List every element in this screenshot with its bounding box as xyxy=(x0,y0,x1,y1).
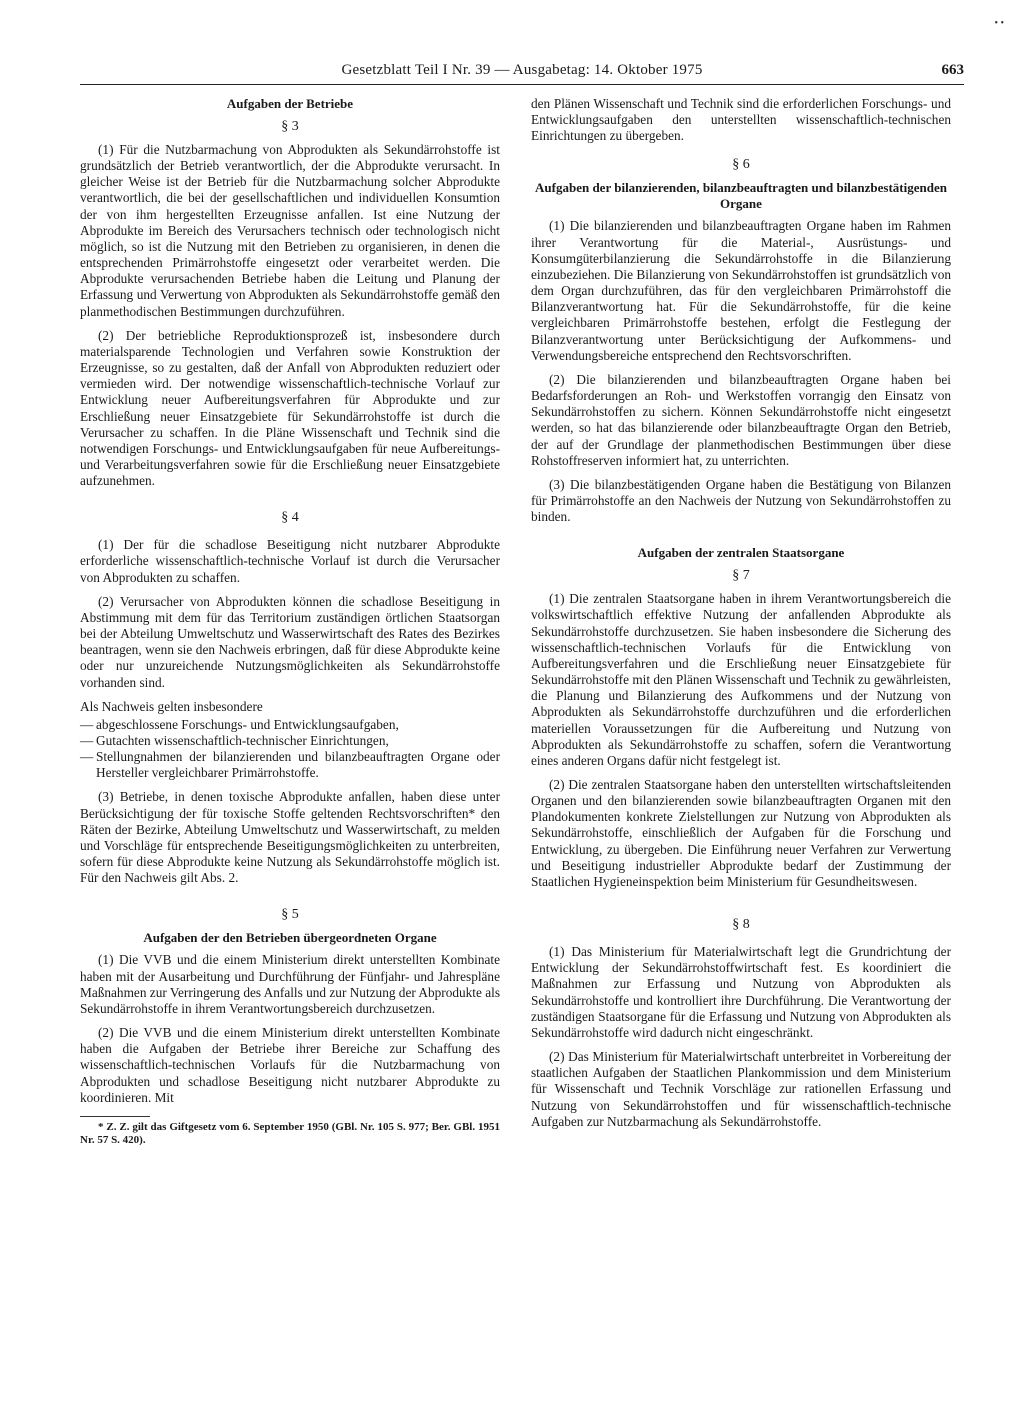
left-column xyxy=(80,96,500,1155)
page-number: 663 xyxy=(941,62,964,78)
section-4-paragraph-2: (2) Verursacher von Abprodukten können die schadlose Beseitigung in Abstimmung mit dem für das Territorium zuständigen örtlichen Staatsorgan bei der Abteilung Umweltschutz und Wasserwirtschaft des Rates des Bezirkes beantragen, wenn sie den Nachweis erbringen, daß für diese Abprodukte keine oder nur unzureichende Nutzungsmöglichkeiten als Sekundärrohstoffe vorhanden sind. xyxy=(80,593,500,690)
right-column xyxy=(531,96,951,1138)
footnote-rule xyxy=(80,1116,150,1117)
dash-bullet: — xyxy=(80,716,94,732)
list-item: — abgeschlossene Forschungs- und Entwicklungsaufgaben, xyxy=(80,716,399,732)
section-6-paragraph-1: (1) Die bilanzierenden und bilanzbeauftragten Organe haben im Rahmen ihrer Verantwortung für die Material-, Ausrüstungs- und Konsumgüterbilanzierung die Sekundärrohstoffe in die Bilanzierung einzubeziehen. Die Bilanzierung von Sekundärrohstoffen ist grundsätzlich von dem Organ durchzuführen, das für den vergleichbaren Primärrohstoff die Bilanzverantwortung hat. Für die Sekundärrohstoffe, für die keine vergleichbaren Primärrohstoffe bestehen, erfolgt die Festlegung der Bilanzverantwortung unter Berücksichtigung der Aufkommens- und Verwendungsbereiche entsprechend den Rechtsvorschriften. xyxy=(531,218,951,363)
section-3-paragraph-1: (1) Für die Nutzbarmachung von Abprodukten als Sekundärrohstoffe ist grundsätzlich der Betrieb verantwortlich, der die Abprodukte verursacht. In gleicher Weise ist der Betrieb für die Nutzbarmachung solcher Abprodukte verantwortlich, die bei der gesellschaftlichen und individuellen Konsumtion der von ihm hergestellten Erzeugnisse anfallen. Ist eine Nutzung der Abprodukte im Bereich des Verursachers technisch oder technologisch nicht möglich, so ist die Nutzung mit den Betrieben zu organisieren, in denen die entsprechenden Primärrohstoffe eingesetzt oder verarbeitet werden. Die Abprodukte verursachenden Betriebe haben die Leitung und Planung der Erfassung und Verwertung von Abprodukten als Sekundärrohstoffe gemäß den planmethodischen Bestimmungen durchzuführen. xyxy=(80,142,500,319)
section-6-paragraph-2: (2) Die bilanzierenden und bilanzbeauftragten Organe haben bei Bedarfsforderungen an Roh- und Werkstoffen vorrangig den Einsatz von Sekundärrohstoffen zu sichern. Können Sekundärrohstoffe nicht eingesetzt werden, so hat das bilanzierende oder bilanzbeauftragte Organ den Betrieb, der auf der Grundlage der planmethodischen Bestimmungen über diese Rohstoffreserven informiert hat, zu unterrichten. xyxy=(531,371,951,468)
section-7-paragraph-2: (2) Die zentralen Staatsorgane haben den unterstellten wirtschaftsleitenden Organen und den bilanzierenden sowie bilanzbeauftragten Organen mit den Plandokumenten konkrete Zielstellungen zur Nutzung von Abprodukten als Sekundärrohstoffe, einschließlich der Aufgaben für die Forschung und Entwicklung, zu übergeben. Die Einführung neuer Verfahren zur Verwertung und Beseitigung industrieller Abprodukte bedarf der Zustimmung der Staatlichen Hygieneinspektion beim Ministerium für Gesundheitswesen. xyxy=(531,777,951,889)
section-4-title: § 4 xyxy=(281,510,299,526)
section-5-paragraph-1: (1) Die VVB und die einem Ministerium direkt unterstellten Kombinate haben mit der Ausarbeitung und Durchführung der Fünfjahr- und Jahrespläne Maßnahmen zur Verringerung des Anfalls und zur Nutzung der Abprodukte als Sekundärrohstoffe in ihrem Verantwortungsbereich durchzusetzen. xyxy=(80,952,500,1016)
section-6-title: § 6 xyxy=(732,157,750,173)
dash-bullet: — xyxy=(80,749,94,765)
list-item: — Stellungnahmen der bilanzierenden und bilanzbeauftragten Organe oder Hersteller vergleichbarer Primärrohstoffe. xyxy=(80,749,500,781)
section-5-continuation: den Plänen Wissenschaft und Technik sind die erforderlichen Forschungs- und Entwicklungsaufgaben den unterstellten wissenschaftlich-technischen Einrichtungen zu übergeben. xyxy=(531,96,951,144)
heading-bilanz-organe: Aufgaben der bilanzierenden, bilanzbeauftragten und bilanzbestätigenden Organe xyxy=(535,180,947,212)
footnote: * Z. Z. gilt das Giftgesetz vom 6. September 1950 (GBl. Nr. 105 S. 977; Ber. GBl. 1951 Nr. 57 S. 420). xyxy=(80,1120,500,1146)
heading-zentrale-staatsorgane: Aufgaben der zentralen Staatsorgane xyxy=(637,545,845,561)
section-7-title: § 7 xyxy=(732,568,750,584)
section-5-paragraph-2: (2) Die VVB und die einem Ministerium direkt unterstellten Kombinate haben die Aufgaben der Betriebe ihrer Bereiche zur Schaffung des wissenschaftlich-technischen Vorlaufs für die Nutzbarmachung von Abprodukten und schadlose Beseitigung nicht nutzbarer Abprodukte zu koordinieren. Mit xyxy=(80,1025,500,1105)
heading-uebergeordnete-organe: Aufgaben der den Betrieben übergeordneten Organe xyxy=(143,930,437,946)
scan-specks: • • xyxy=(994,18,1004,29)
section-3-title: § 3 xyxy=(281,119,299,134)
section-8-paragraph-1: (1) Das Ministerium für Materialwirtschaft legt die Grundrichtung der Entwicklung der Sekundärrohstoffwirtschaft fest. Es koordiniert die Maßnahmen zur Erfassung und Nutzung von Abprodukten als Sekundärrohstoffe und kontrolliert ihre Durchführung. Die Verantwortung der zuständigen Staatsorgane für die Erfassung und Nutzung von Abprodukten als Sekundärrohstoffe wird dadurch nicht eingeschränkt. xyxy=(531,944,951,1040)
section-4-paragraph-1: (1) Der für die schadlose Beseitigung nicht nutzbarer Abprodukte erforderliche wissenschaftlich-technische Vorlauf ist durch die Verursacher von Abprodukten zu schaffen. xyxy=(80,537,500,585)
section-3-paragraph-2: (2) Der betriebliche Reproduktionsprozeß ist, insbesondere durch materialsparende Technologien und Verfahren sowie Konstruktion der Erzeugnisse, so zu gestalten, daß der Anfall von Abprodukten reduziert oder vermieden wird. Der notwendige wissenschaftlich-technische Vorlauf zur Entwicklung neuer Aufbereitungsverfahren für Abprodukte und zur Erschließung neuer Einsatzgebiete für Sekundärrohstoffe ist durch die Verursacher zu schaffen. In die Pläne Wissenschaft und Technik sind die notwendigen Forschungs- und Entwicklungsaufgaben für neue Aufbereitungs- und Verarbeitungsverfahren sowie für die Erschließung neuer Einsatzgebiete aufzunehmen. xyxy=(80,327,500,489)
page-header xyxy=(80,62,964,85)
header-title: Gesetzblatt Teil I Nr. 39 — Ausgabetag: 14. Oktober 1975 xyxy=(341,62,703,78)
dash-bullet: — xyxy=(80,733,94,748)
section-4-nachweis-intro: Als Nachweis gelten insbesondere xyxy=(80,698,263,714)
section-8-paragraph-2: (2) Das Ministerium für Materialwirtschaft unterbreitet in Vorbereitung der staatlichen Aufgaben der Staatlichen Plankommission und dem Ministerium für Wissenschaft und Technik Vorschläge zur rationellen Erfassung und Nutzung von Sekundärrohstoffen und für wissenschaftlich-technische Aufgaben zur Nutzbarmachung als Sekundärrohstoffe. xyxy=(531,1049,951,1129)
section-7-paragraph-1: (1) Die zentralen Staatsorgane haben in ihrem Verantwortungsbereich die volkswirtschaftlich effektive Nutzung der anfallenden Abprodukte als Sekundärrohstoffe durchzusetzen. Sie haben insbesondere die Sicherung des wissenschaftlich-technischen Vorlaufs für die Entwicklung von Aufbereitungsverfahren und die Erschließung neuer Einsatzgebiete für Sekundärrohstoffe mit den Plänen Wissenschaft und Technik zu gewährleisten, die Planung und Bilanzierung des Aufkommens und der Nutzung von Abprodukten als Sekundärrohstoffe durchzuführen und die erforderlichen materiellen Voraussetzungen für die Aufbereitung und Nutzung von Abprodukten als Sekundärrohstoffe zu schaffen, sofern die Verantwortung eines anderen Organs dafür nicht festgelegt ist. xyxy=(531,591,951,768)
section-4-paragraph-3: (3) Betriebe, in denen toxische Abprodukte anfallen, haben diese unter Berücksichtigung der für toxische Stoffe geltenden Rechtsvorschriften* den Räten der Bezirke, Abteilung Umweltschutz und Wasserwirtschaft, zu melden und Vorschläge für entsprechende Beseitigungsmöglichkeiten zu unterbreiten, sofern für diese Abprodukte keine Nutzung als Sekundärrohstoffe möglich ist. Für den Nachweis gilt Abs. 2. xyxy=(80,789,500,886)
heading-aufgaben-betriebe: Aufgaben der Betriebe xyxy=(226,96,354,111)
section-6-paragraph-3: (3) Die bilanzbestätigenden Organe haben die Bestätigung von Bilanzen für Primärrohstoffe an den Nachweis der Nutzung von Sekundärrohstoffen zu binden. xyxy=(531,476,951,525)
section-5-title: § 5 xyxy=(281,907,299,923)
nachweis-list xyxy=(80,717,500,782)
section-8-title: § 8 xyxy=(732,917,750,933)
list-item: — Gutachten wissenschaftlich-technischer Einrichtungen, xyxy=(80,733,389,748)
